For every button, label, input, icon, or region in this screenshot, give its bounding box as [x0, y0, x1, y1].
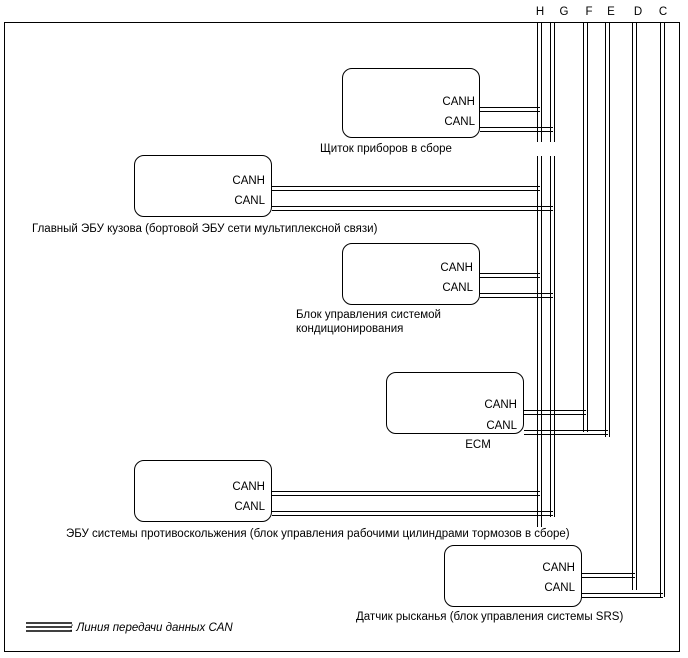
wire-ac-canh-2	[480, 277, 540, 278]
trunk-wire-f-1	[583, 22, 584, 432]
legend-label: : Линия передачи данных CAN	[70, 622, 233, 634]
wire-yaw-canh-1	[582, 573, 635, 574]
pin-canl-instrument-cluster: CANL	[444, 116, 475, 128]
pin-canl-air-conditioning: CANL	[442, 282, 473, 294]
ecu-box-air-conditioning	[342, 243, 480, 305]
ecu-box-yaw-rate-sensor	[444, 545, 582, 607]
caption-skid-control: ЭБУ системы противоскольжения (блок управления рабочими цилиндрами тормозов в сборе)	[66, 527, 626, 541]
trunk-wire-f-2	[587, 22, 588, 432]
caption-air-conditioning: Блок управления системой кондиционирования	[296, 308, 516, 336]
wire-instrument-canl-2	[480, 131, 553, 132]
trunk-wire-e-2	[609, 22, 610, 437]
wire-instrument-canh-1	[480, 107, 540, 108]
wire-skid-canh-2	[272, 495, 540, 496]
wire-yaw-canl-2	[582, 597, 663, 598]
trunk-wire-e-1	[605, 22, 606, 437]
wire-ecm-canh-2	[524, 414, 586, 415]
pin-canh-instrument-cluster: CANH	[442, 96, 475, 108]
wire-ac-canh-1	[480, 273, 540, 274]
wire-skid-canl-1	[272, 511, 553, 512]
wire-mainbody-canh-1	[272, 186, 540, 187]
pin-canh-main-body-ecu: CANH	[232, 175, 265, 187]
trunk-wire-g-1	[550, 22, 551, 517]
wire-instrument-canh-2	[480, 111, 540, 112]
wire-instrument-canl-1	[480, 127, 553, 128]
wire-ecm-canh-1	[524, 410, 586, 411]
pin-canl-main-body-ecu: CANL	[234, 195, 265, 207]
wire-ecm-canl-1	[524, 430, 608, 431]
bus-label-d: D	[633, 6, 643, 18]
trunk-wire-d-1	[632, 22, 633, 590]
trunk-wire-c-1	[660, 22, 661, 597]
wire-mainbody-canh-2	[272, 190, 540, 191]
caption-instrument-cluster: Щиток приборов в сборе	[320, 142, 560, 156]
wire-skid-canl-2	[272, 515, 553, 516]
trunk-wire-c-2	[664, 22, 665, 597]
wire-mainbody-canl-1	[272, 206, 553, 207]
pin-canh-ecm: CANH	[484, 399, 517, 411]
caption-ecm: ECM	[438, 438, 518, 452]
caption-yaw-rate-sensor: Датчик рысканья (блок управления системы SRS)	[356, 610, 636, 624]
wire-ac-canl-2	[480, 297, 553, 298]
wire-skid-canh-1	[272, 491, 540, 492]
legend-symbol-icon	[26, 620, 72, 634]
bus-label-g: G	[559, 6, 569, 18]
trunk-wire-h-2	[541, 22, 542, 532]
wire-yaw-canl-1	[582, 593, 663, 594]
caption-main-body-ecu: Главный ЭБУ кузова (бортовой ЭБУ сети мультиплексной связи)	[32, 222, 404, 236]
pin-canl-yaw-rate-sensor: CANL	[544, 582, 575, 594]
bus-label-e: E	[607, 6, 615, 18]
wire-ac-canl-1	[480, 293, 553, 294]
pin-canh-skid-control: CANH	[232, 481, 265, 493]
pin-canl-skid-control: CANL	[234, 501, 265, 513]
pin-canh-yaw-rate-sensor: CANH	[542, 562, 575, 574]
bus-label-c: C	[658, 6, 668, 18]
trunk-wire-g-2	[554, 22, 555, 517]
wire-ecm-canl-2	[524, 434, 608, 435]
bus-label-f: F	[585, 6, 593, 18]
pin-canh-air-conditioning: CANH	[440, 262, 473, 274]
trunk-wire-d-2	[636, 22, 637, 590]
wire-mainbody-canl-2	[272, 210, 553, 211]
bus-label-h: H	[535, 6, 545, 18]
pin-canl-ecm: CANL	[486, 420, 517, 432]
wire-yaw-canh-2	[582, 577, 635, 578]
